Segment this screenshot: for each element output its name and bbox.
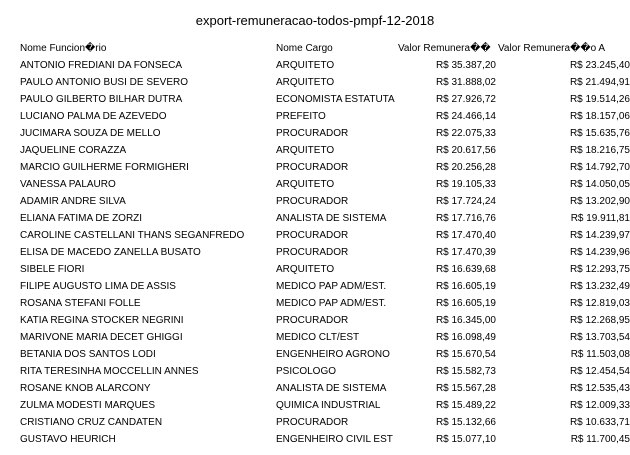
job-title-cell: ECONOMISTA ESTATUTA [276,94,395,105]
employee-name-cell: FILIPE AUGUSTO LIMA DE ASSIS [20,281,176,292]
net-pay-cell: R$ 23.245,40 [569,60,630,71]
job-title-cell: MEDICO CLT/EST [276,332,360,343]
gross-pay-cell: R$ 16.345,00 [435,315,496,326]
employee-name-cell: MARIVONE MARIA DECET GHIGGI [20,332,183,343]
net-pay-cell: R$ 12.293,75 [569,264,630,275]
net-pay-cell: R$ 19.911,81 [570,213,630,224]
gross-pay-cell: R$ 16.605,19 [435,298,496,309]
gross-pay-cell: R$ 15.489,22 [435,400,496,411]
table-row [20,280,630,297]
employee-name-cell: ELIANA FATIMA DE ZORZI [20,213,143,224]
job-title-cell: PROCURADOR [276,315,349,326]
job-title-cell: ARQUITETO [276,77,335,88]
employee-name-cell: KATIA REGINA STOCKER NEGRINI [20,315,184,326]
employee-name-cell: CAROLINE CASTELLANI THANS SEGANFREDO [20,230,245,241]
gross-pay-cell: R$ 17.716,76 [435,213,496,224]
job-title-cell: QUIMICA INDUSTRIAL [276,400,381,411]
table-body [20,59,630,450]
job-title-cell: ANALISTA DE SISTEMA [276,213,387,224]
gross-pay-cell: R$ 20.617,56 [435,145,496,156]
gross-pay-cell: R$ 17.724,24 [435,196,496,207]
employee-name-cell: SIBELE FIORI [20,264,85,275]
employee-name-cell: VANESSA PALAURO [20,179,116,190]
job-title-cell: ARQUITETO [276,145,335,156]
header-net-pay: Valor Remunera��o A [498,43,606,54]
header-gross-pay: Valor Remunera�� [398,43,491,54]
gross-pay-cell: R$ 24.466,14 [435,111,496,122]
job-title-cell: PROCURADOR [276,230,349,241]
gross-pay-cell: R$ 15.670,54 [435,349,496,360]
job-title-cell: ARQUITETO [276,60,335,71]
table-row [20,348,630,365]
table-row [20,382,630,399]
gross-pay-cell: R$ 15.567,28 [435,383,496,394]
table-row [20,433,630,450]
net-pay-cell: R$ 12.535,43 [569,383,630,394]
job-title-cell: PROCURADOR [276,196,349,207]
employee-name-cell: BETANIA DOS SANTOS LODI [20,349,156,360]
employee-name-cell: ROSANA STEFANI FOLLE [20,298,141,309]
table-row [20,195,630,212]
employee-name-cell: JAQUELINE CORAZZA [20,145,127,156]
table-row [20,178,630,195]
table-row [20,331,630,348]
gross-pay-cell: R$ 16.639,68 [435,264,496,275]
table-row [20,365,630,382]
gross-pay-cell: R$ 27.926,72 [435,94,496,105]
table-row [20,161,630,178]
employee-name-cell: ROSANE KNOB ALARCONY [20,383,151,394]
net-pay-cell: R$ 10.633,71 [569,417,630,428]
net-pay-cell: R$ 18.216,75 [569,145,630,156]
employee-name-cell: PAULO GILBERTO BILHAR DUTRA [20,94,183,105]
header-job-title: Nome Cargo [276,43,333,54]
employee-name-cell: CRISTIANO CRUZ CANDATEN [20,417,163,428]
net-pay-cell: R$ 12.819,03 [569,298,630,309]
salary-table [20,42,630,450]
table-row [20,229,630,246]
header-employee-name: Nome Funcion�rio [20,43,107,54]
employee-name-cell: GUSTAVO HEURICH [20,434,116,445]
job-title-cell: PREFEITO [276,111,326,122]
employee-name-cell: ADAMIR ANDRE SILVA [20,196,126,207]
employee-name-cell: JUCIMARA SOUZA DE MELLO [20,128,161,139]
table-row [20,212,630,229]
gross-pay-cell: R$ 20.256,28 [435,162,496,173]
net-pay-cell: R$ 13.202,90 [569,196,630,207]
net-pay-cell: R$ 14.239,96 [569,247,630,258]
job-title-cell: ANALISTA DE SISTEMA [276,383,387,394]
gross-pay-cell: R$ 17.470,40 [435,230,496,241]
table-row [20,314,630,331]
net-pay-cell: R$ 13.232,49 [569,281,630,292]
table-row [20,416,630,433]
net-pay-cell: R$ 13.703,54 [569,332,630,343]
job-title-cell: PROCURADOR [276,417,349,428]
employee-name-cell: ZULMA MODESTI MARQUES [20,400,156,411]
gross-pay-cell: R$ 35.387,20 [435,60,496,71]
employee-name-cell: ELISA DE MACEDO ZANELLA BUSATO [20,247,201,258]
job-title-cell: PROCURADOR [276,128,349,139]
gross-pay-cell: R$ 31.888,02 [435,77,496,88]
net-pay-cell: R$ 15.635,76 [569,128,630,139]
net-pay-cell: R$ 19.514,26 [569,94,630,105]
table-row [20,144,630,161]
net-pay-cell: R$ 12.454,54 [569,366,630,377]
job-title-cell: MEDICO PAP ADM/EST. [276,298,387,309]
table-row [20,246,630,263]
employee-name-cell: PAULO ANTONIO BUSI DE SEVERO [20,77,189,88]
table-row [20,76,630,93]
job-title-cell: ENGENHEIRO CIVIL EST [276,434,393,445]
employee-name-cell: LUCIANO PALMA DE AZEVEDO [20,111,167,122]
table-row [20,127,630,144]
net-pay-cell: R$ 11.700,45 [570,434,630,445]
job-title-cell: ARQUITETO [276,264,335,275]
table-row [20,263,630,280]
gross-pay-cell: R$ 15.582,73 [435,366,496,377]
net-pay-cell: R$ 12.009,33 [569,400,630,411]
net-pay-cell: R$ 14.239,97 [569,230,630,241]
net-pay-cell: R$ 21.494,91 [569,77,630,88]
job-title-cell: PSICOLOGO [276,366,337,377]
table-row [20,399,630,416]
table-row [20,110,630,127]
gross-pay-cell: R$ 19.105,33 [435,179,496,190]
net-pay-cell: R$ 14.050,05 [569,179,630,190]
employee-name-cell: MARCIO GUILHERME FORMIGHERI [20,162,189,173]
gross-pay-cell: R$ 16.098,49 [435,332,496,343]
job-title-cell: MEDICO PAP ADM/EST. [276,281,387,292]
table-row [20,59,630,76]
gross-pay-cell: R$ 22.075,33 [435,128,496,139]
gross-pay-cell: R$ 16.605,19 [435,281,496,292]
employee-name-cell: RITA TERESINHA MOCCELLIN ANNES [20,366,199,377]
gross-pay-cell: R$ 17.470,39 [435,247,496,258]
net-pay-cell: R$ 12.268,95 [569,315,630,326]
job-title-cell: ENGENHEIRO AGRONO [276,349,390,360]
gross-pay-cell: R$ 15.077,10 [435,434,496,445]
gross-pay-cell: R$ 15.132,66 [435,417,496,428]
job-title-cell: PROCURADOR [276,162,349,173]
employee-name-cell: ANTONIO FREDIANI DA FONSECA [20,60,183,71]
table-row [20,297,630,314]
net-pay-cell: R$ 11.503,08 [570,349,630,360]
table-row [20,93,630,110]
job-title-cell: ARQUITETO [276,179,335,190]
net-pay-cell: R$ 18.157,06 [569,111,630,122]
net-pay-cell: R$ 14.792,70 [569,162,630,173]
job-title-cell: PROCURADOR [276,247,349,258]
table-header-row [20,42,630,59]
document-title: export-remuneracao-todos-pmpf-12-2018 [195,13,435,28]
